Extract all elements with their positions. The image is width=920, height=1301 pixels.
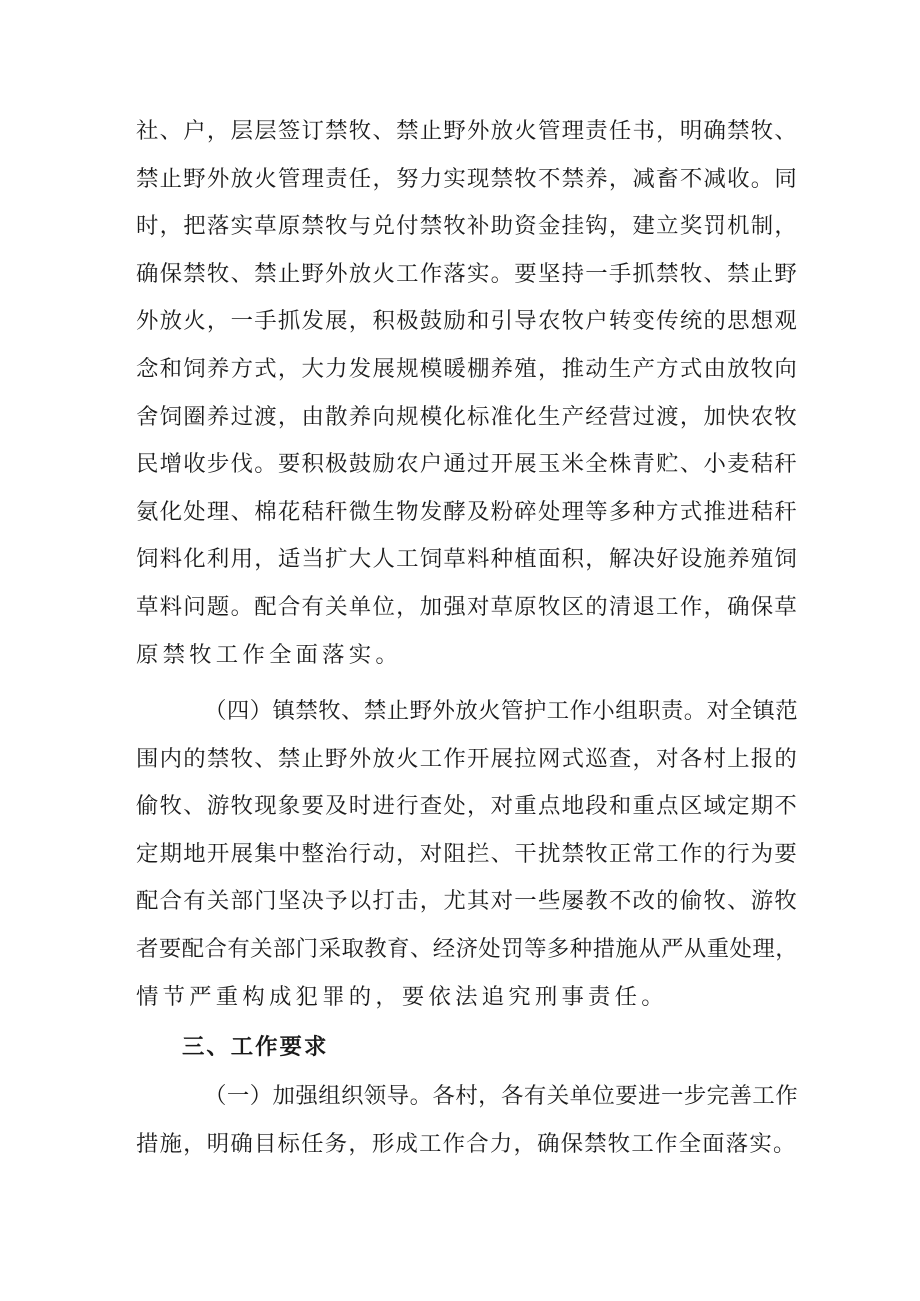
paragraph-line: 舍饲圈养过渡，由散养向规模化标准化生产经营过渡，加快农牧 bbox=[136, 403, 798, 430]
paragraph-line: 念和饲养方式，大力发展规模暖棚养殖，推动生产方式由放牧向 bbox=[136, 355, 798, 382]
paragraph-line: 时，把落实草原禁牧与兑付禁牧补助资金挂钩，建立奖罚机制， bbox=[136, 213, 798, 240]
paragraph-line: 配合有关部门坚决予以打击，尤其对一些屡教不改的偷牧、游牧 bbox=[136, 888, 798, 915]
paragraph-requirements bbox=[136, 1073, 798, 1168]
paragraph-line: 社、户，层层签订禁牧、禁止野外放火管理责任书，明确禁牧、 bbox=[136, 118, 798, 144]
paragraph-line: （四）镇禁牧、禁止野外放火管护工作小组职责。对全镇范 bbox=[204, 698, 798, 724]
paragraph-line: 确保禁牧、禁止野外放火工作落实。要坚持一手抓禁牧、禁止野 bbox=[136, 260, 798, 287]
paragraph-line: 者要配合有关部门采取教育、经济处罚等多种措施从严从重处理， bbox=[136, 935, 798, 962]
paragraph-line: 围内的禁牧、禁止野外放火工作开展拉网式巡查，对各村上报的 bbox=[136, 745, 798, 772]
section-heading: 三、工作要求 bbox=[182, 1034, 329, 1060]
paragraph-line: 偷牧、游牧现象要及时进行查处，对重点地段和重点区域定期不 bbox=[136, 793, 798, 820]
paragraph-line: 饲料化利用，适当扩大人工饲草料种植面积，解决好设施养殖饲 bbox=[136, 546, 798, 573]
paragraph-line: 民增收步伐。要积极鼓励农户通过开展玉米全株青贮、小麦秸秆 bbox=[136, 451, 798, 478]
paragraph-line: 禁止野外放火管理责任，努力实现禁牧不禁养，减畜不减收。同 bbox=[136, 165, 798, 192]
paragraph-continuation bbox=[136, 108, 798, 679]
paragraph-line: 草料问题。配合有关单位，加强对草原牧区的清退工作，确保草 bbox=[136, 593, 798, 620]
paragraph-line: 措施，明确目标任务，形成工作合力，确保禁牧工作全面落实。 bbox=[136, 1130, 797, 1157]
paragraph-line: 外放火，一手抓发展，积极鼓励和引导农牧户转变传统的思想观 bbox=[136, 308, 798, 335]
paragraph-line: 原禁牧工作全面落实。 bbox=[136, 641, 402, 668]
paragraph-line: 情节严重构成犯罪的，要依法追究刑事责任。 bbox=[136, 983, 668, 1010]
paragraph-line: 氨化处理、棉花秸秆微生物发酵及粉碎处理等多种方式推进秸秆 bbox=[136, 498, 798, 525]
paragraph-line: （一）加强组织领导。各村，各有关单位要进一步完善工作 bbox=[204, 1083, 798, 1109]
paragraph-line: 定期地开展集中整治行动，对阻拦、干扰禁牧正常工作的行为要 bbox=[136, 840, 798, 867]
paragraph-duties bbox=[136, 688, 798, 1021]
